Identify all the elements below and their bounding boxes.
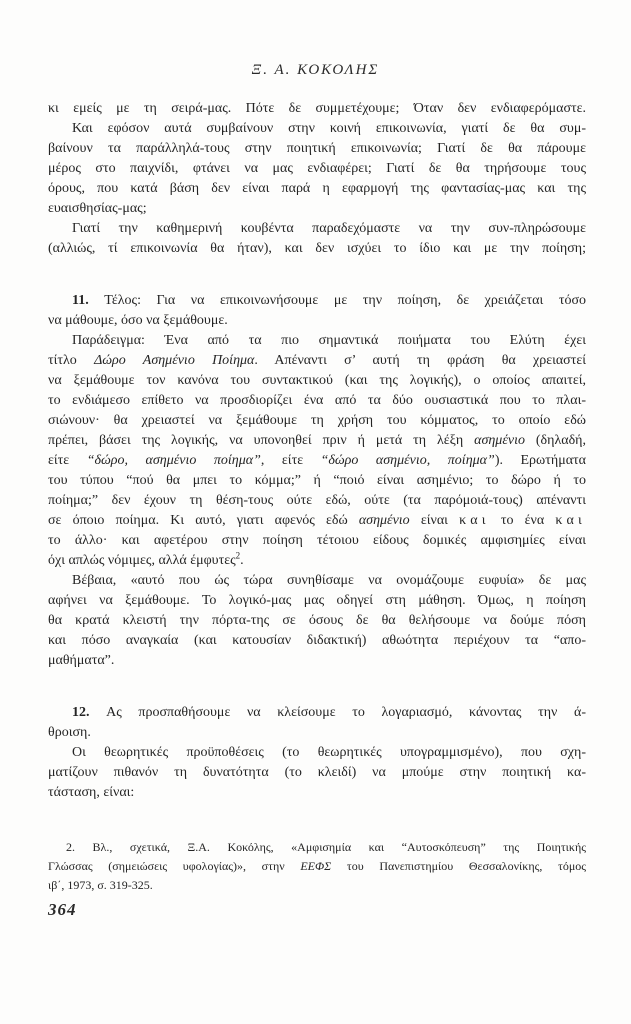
text-segment: 11.	[72, 293, 105, 308]
text-line	[48, 876, 586, 895]
text-line	[48, 291, 586, 311]
text-segment: θα κρατά κλειστή την πόρτα-της σε όσους δε θα θελήσουμε να δούμε πόση	[48, 613, 586, 628]
text-line	[48, 451, 586, 471]
text-segment: του Πανεπιστημίου Θεσσαλονίκης, τόμος	[331, 859, 587, 873]
text-segment: Και εφόσον αυτά συμβαίνουν στην κοινή επικοινωνία, γιατί δε θα συμ-	[72, 121, 586, 136]
text-line	[48, 119, 586, 139]
text-segment: Γλώσσας (σημειώσεις υφολογίας)», στην	[48, 859, 301, 873]
text-line	[48, 838, 586, 857]
text-segment: 12.	[72, 705, 107, 720]
text-segment: ΕΕΦΣ	[300, 859, 332, 873]
text-segment: Οι θεωρητικές προϋποθέσεις (το θεωρητικές υπογραμμισμένο), που σχη-	[72, 745, 586, 760]
page-number: 364	[48, 900, 77, 919]
text-segment: σιώνουν· θα χρειαστεί να ξεμάθουμε τη χρήση του κόμματος, το οποίο εδώ	[48, 413, 586, 428]
text-segment: (δηλαδή,	[524, 433, 586, 448]
text-line	[48, 531, 586, 551]
text-line	[48, 391, 586, 411]
text-segment: ευαισθησίας-μας;	[48, 201, 147, 216]
text-line	[48, 311, 586, 331]
text-line	[48, 571, 586, 591]
text-line	[48, 631, 586, 651]
text-segment: είτε	[48, 453, 87, 468]
text-segment: το άλλο· και αφετέρου στην ποίηση τέτοιου είδους δομικές αμφισημίες είναι	[48, 533, 586, 548]
text-line	[48, 611, 586, 631]
text-segment: ματίζουν πιθανόν τη δυνατότητα (το κλειδί) να μπούμε στην ποιητική κα-	[48, 765, 586, 780]
text-segment: τάσταση, είναι:	[48, 785, 135, 800]
text-segment: 2. Βλ., σχετικά, Ξ.Α. Κοκόλης, «Αμφισημία και “Αυτοσκόπευση” της Ποιητικής	[66, 840, 586, 854]
text-line	[48, 99, 586, 119]
text-line	[48, 371, 586, 391]
text-line	[48, 723, 586, 743]
text-segment: να ξεμάθουμε τον κανόνα του συντακτικού (και της λογικής), ο οποίος απαιτεί,	[48, 373, 586, 388]
text-line	[48, 431, 586, 451]
text-line	[48, 591, 586, 611]
text-segment: όχι απλώς νόμιμες, αλλά έμφυτες	[48, 553, 236, 568]
text-line	[48, 763, 586, 783]
text-segment: και	[555, 513, 586, 528]
text-segment: θροιση.	[48, 725, 91, 740]
text-line	[48, 651, 586, 671]
text-segment: . Απέναντι σ’ αυτή τη φράση θα χρειαστεί	[254, 353, 586, 368]
text-segment: .	[240, 553, 244, 568]
text-segment: και πόσο αναγκαία (και κατουσίαν διδακτική) αθωότητα περιέχουν τα “απο-	[48, 633, 586, 648]
text-line	[48, 411, 586, 431]
text-segment: Τέλος: Για να επικοινωνήσουμε με την ποίηση, δε χρειάζεται τόσο	[104, 293, 586, 308]
text-segment: Ας προσπαθήσουμε να κλείσουμε το λογαριασμό, κάνοντας την ά-	[106, 705, 587, 720]
running-header: Ξ. Α. ΚΟΚΟΛΗΣ	[251, 62, 380, 78]
text-line	[48, 471, 586, 491]
text-segment: Παράδειγμα: Ένα από τα πιο σημαντικά ποιήματα του Ελύτη έχει	[72, 333, 586, 348]
text-segment: “δώρο, ασημένιο ποίημα”	[86, 453, 261, 468]
text-segment: πρέπει, βάσει της λογικής, να υπονοηθεί πριν ή μετά τη λέξη	[48, 433, 475, 448]
text-line	[48, 199, 586, 219]
footnote-block	[48, 838, 586, 895]
text-segment: Βέβαια, «αυτό που ώς τώρα συνηθίσαμε να ονομάζουμε ευφυία» δε μας	[72, 573, 586, 588]
text-line	[48, 551, 586, 571]
text-line	[48, 511, 586, 531]
text-line	[48, 331, 586, 351]
text-segment: ιβ΄, 1973, σ. 319-325.	[48, 878, 153, 892]
text-segment: Δώρο Ασημένιο Ποίημα	[94, 353, 255, 368]
text-segment: είναι	[409, 513, 460, 528]
text-segment: όρους, που κατά βάση δεν είναι παρά η εφαρμογή της φαντασίας-μας και της	[48, 181, 586, 196]
text-segment: βαίνουν τα παράλληλά-τους στην ποιητική επικοινωνία; Γιατί δε θα πάρουμε	[48, 141, 586, 156]
text-segment: σε όποιο ποίημα. Κι αυτό, γιατι αφενός εδώ	[48, 513, 359, 528]
text-line	[48, 239, 586, 259]
text-line	[48, 743, 586, 763]
text-segment: Γιατί την καθημερινή κουβέντα παραδεχόμαστε να την συν-πληρώσουμε	[72, 221, 586, 236]
text-line	[48, 703, 586, 723]
text-segment: αφήνει να ξεμάθουμε. Το λογικό-μας μας οδηγεί στη μάθηση. Όμως, η ποίηση	[48, 593, 586, 608]
text-line	[48, 179, 586, 199]
text-segment: τίτλο	[48, 353, 95, 368]
text-line	[48, 857, 586, 876]
text-segment: ποίημα;” δεν έχουν τη θέση-τους ούτε εδώ, ούτε (τα παρόμοιά-τους) απέναντι	[48, 493, 586, 508]
text-line	[48, 351, 586, 371]
text-segment: το ενδιάμεσο επίθετο να προσδιορίζει ένα από τα δύο ουσιαστικά που το πλαι-	[48, 393, 586, 408]
text-line	[48, 159, 586, 179]
text-segment: το ένα	[489, 513, 556, 528]
text-segment: ασημένιο	[474, 433, 525, 448]
text-segment: και	[459, 513, 490, 528]
text-segment: κι εμείς με τη σειρά-μας. Πότε δε συμμετέχουμε; Όταν δεν ενδιαφερόμαστε.	[48, 101, 586, 116]
text-segment: μέρος στο παιχνίδι, φτάνει να μας ενδιαφέρει; Γιατί δε θα τηρήσουμε τους	[48, 161, 586, 176]
text-segment: να μάθουμε, όσο να ξεμάθουμε.	[48, 313, 228, 328]
text-line	[48, 491, 586, 511]
text-segment: (αλλιώς, τί επικοινωνία θα ήταν), και δεν ισχύει το ίδιο και με την ποίηση;	[48, 241, 586, 256]
text-line	[48, 139, 586, 159]
text-segment: μαθήματα”.	[48, 653, 115, 668]
text-segment: “δώρο ασημένιο, ποίημα”	[320, 453, 495, 468]
text-line	[48, 219, 586, 239]
text-segment: του τύπου “πού θα μπει το κόμμα;” ή “ποιό είναι ασημένιο; το δώρο ή το	[48, 473, 586, 488]
text-line	[48, 783, 586, 803]
text-block	[48, 99, 586, 803]
text-segment: ). Ερωτήματα	[494, 453, 587, 468]
text-segment: ασημένιο	[358, 513, 410, 528]
text-segment: , είτε	[260, 453, 321, 468]
text-segment: 2	[235, 550, 241, 561]
